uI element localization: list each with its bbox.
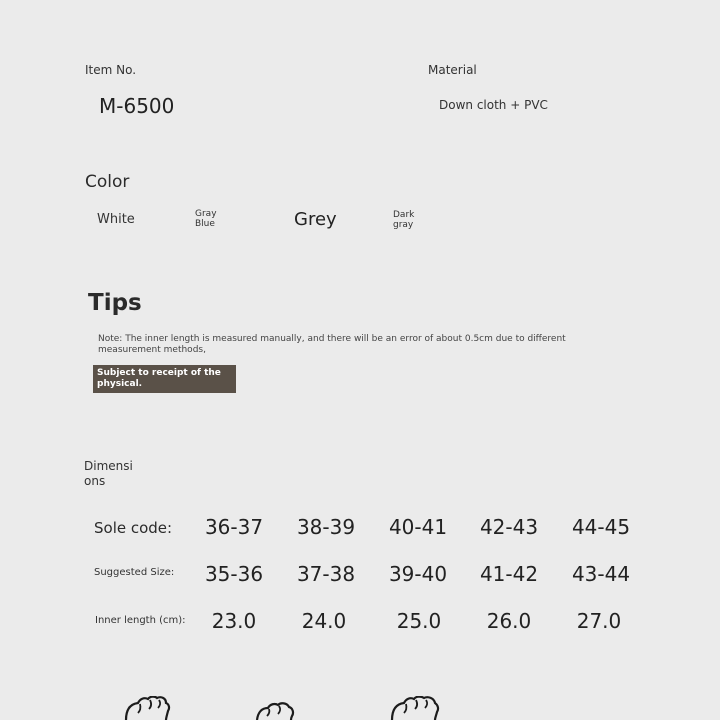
suggested-size-cell: 39-40: [388, 562, 448, 586]
tips-note: Note: The inner length is measured manually, and there will be an error of about 0.5cm due to different measurement methods,: [98, 334, 566, 355]
foot-outline-icon: [120, 696, 176, 720]
color-option-dark-gray: Dark gray: [393, 210, 415, 230]
color-option-gray-blue: Gray Blue: [195, 209, 217, 229]
sole-code-cell: 40-41: [388, 515, 448, 539]
tips-title: Tips: [88, 290, 142, 316]
tips-badge: Subject to receipt of the physical.: [93, 365, 236, 393]
color-option-grey: Grey: [294, 209, 337, 230]
sole-code-cell: 38-39: [296, 515, 356, 539]
foot-outline-icon: [386, 696, 442, 720]
inner-length-cell: 24.0: [301, 609, 347, 633]
suggested-size-cell: 41-42: [479, 562, 539, 586]
item-number-label: Item No.: [85, 63, 137, 77]
suggested-size-cell: 35-36: [204, 562, 264, 586]
material-value: Down cloth + PVC: [439, 98, 548, 112]
foot-outline-icon: [252, 702, 298, 720]
inner-length-cell: 27.0: [576, 609, 622, 633]
inner-length-label: Inner length (cm):: [95, 615, 186, 626]
suggested-size-cell: 43-44: [571, 562, 631, 586]
inner-length-cell: 26.0: [486, 609, 532, 633]
material-label: Material: [428, 63, 477, 77]
sole-code-cell: 42-43: [479, 515, 539, 539]
inner-length-cell: 23.0: [211, 609, 257, 633]
sole-code-label: Sole code:: [94, 519, 173, 537]
color-option-white: White: [97, 212, 135, 227]
suggested-size-label: Suggested Size:: [94, 567, 175, 578]
dimensions-label: Dimensions: [84, 459, 133, 488]
item-number-value: M-6500: [99, 94, 175, 118]
color-heading: Color: [85, 172, 130, 192]
sole-code-cell: 36-37: [204, 515, 264, 539]
suggested-size-cell: 37-38: [296, 562, 356, 586]
sole-code-cell: 44-45: [571, 515, 631, 539]
inner-length-cell: 25.0: [396, 609, 442, 633]
